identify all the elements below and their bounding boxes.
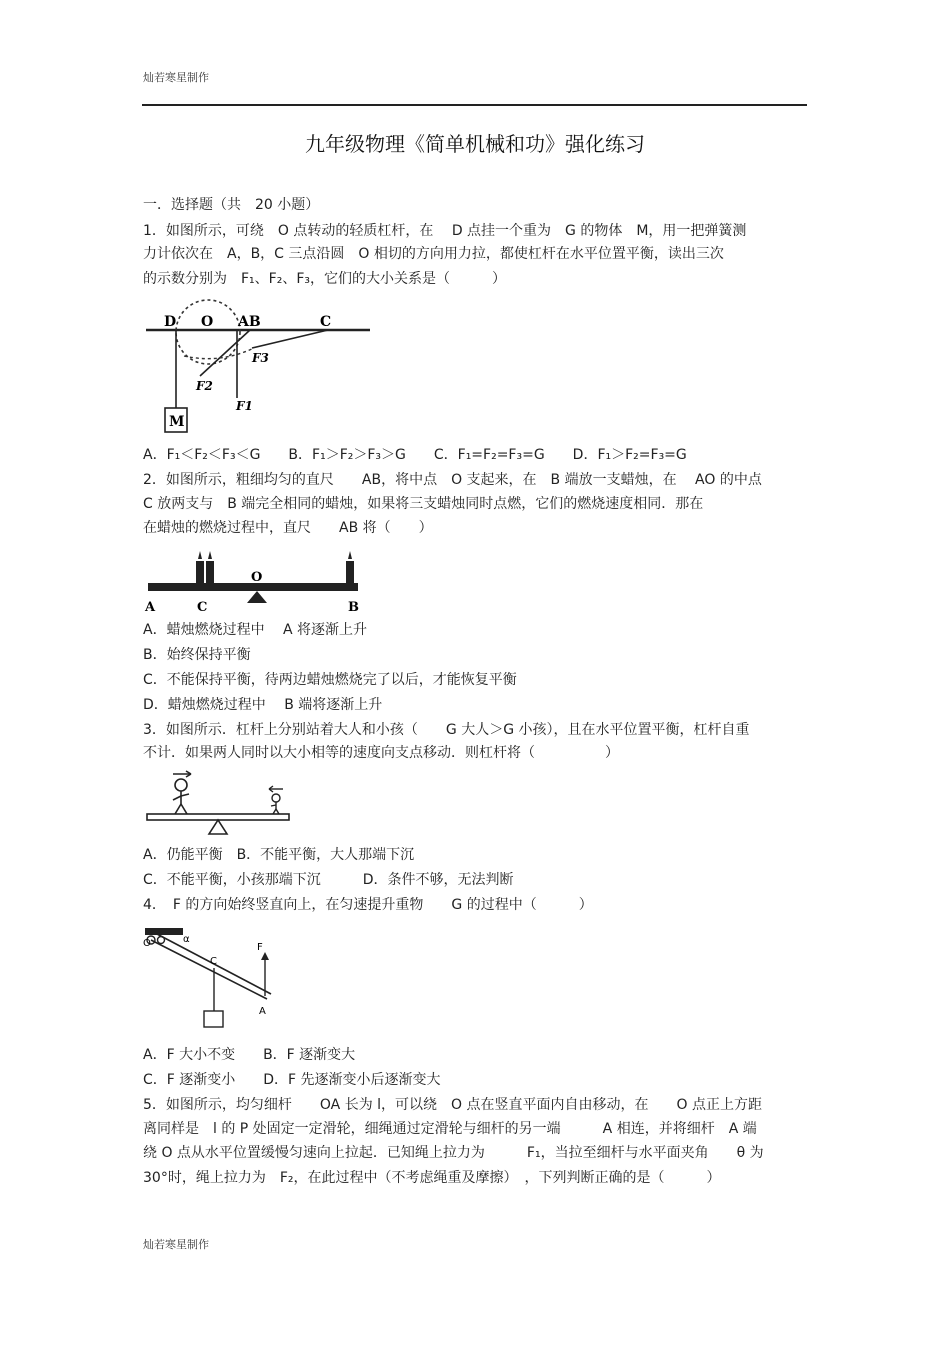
q1-lever-figure xyxy=(140,298,380,440)
q3-options-1: A．仍能平衡 B．不能平衡，大人那端下沉 xyxy=(143,847,415,863)
q1-dashed-tangent xyxy=(184,348,254,359)
q2-candle-b xyxy=(346,561,354,583)
q1-f2-line xyxy=(200,330,250,376)
q2-flame-b xyxy=(348,551,352,559)
q1-label-f3: F3 xyxy=(252,351,269,365)
q2-label-b: B xyxy=(348,600,359,615)
q2-line-2: C 放两支与 B 端完全相同的蜡烛，如果将三支蜡烛同时点燃，它们的燃烧速度相同．那在 xyxy=(143,496,704,512)
q1-dashed-circle xyxy=(176,300,240,364)
q4-line-1: 4． F 的方向始终竖直向上，在匀速提升重物 G 的过程中（ ） xyxy=(143,897,593,913)
q2-line-1: 2．如图所示，粗细均匀的直尺 AB，将中点 O 支起来，在 B 端放一支蜡烛，在 AO 的中点 xyxy=(143,472,762,488)
q3-line-1: 3．如图所示．杠杆上分别站着大人和小孩（ G 大人＞G 小孩），且在水平位置平衡，杠杆自重 xyxy=(143,722,750,738)
q3-seesaw-figure xyxy=(143,768,293,838)
page-title: 九年级物理《简单机械和功》强化练习 xyxy=(305,132,645,156)
q1-label-ab: AB xyxy=(238,314,261,330)
q4-label-f: F xyxy=(257,942,263,953)
q4-options-1: A．F 大小不变 B．F 逐渐变大 xyxy=(143,1047,356,1063)
q2-line-3: 在蜡烛的燃烧过程中，直尺 AB 将（ ） xyxy=(143,520,433,536)
q5-line-2: 离同样是 l 的 P 处固定一定滑轮，细绳通过定滑轮与细杆的另一端 A 相连，并将细杆 A 端 xyxy=(143,1121,757,1137)
q2-label-o: O xyxy=(251,570,263,585)
q1-label-f2: F2 xyxy=(196,379,213,393)
header-rule xyxy=(142,104,807,106)
q2-option-a: A．蜡烛燃烧过程中 A 将逐渐上升 xyxy=(143,622,368,638)
q2-label-a: A xyxy=(145,600,156,615)
q4-ceiling-mount xyxy=(145,928,183,935)
page-header: 灿若寒星制作 xyxy=(143,71,209,84)
q5-line-3: 绕 O 点从水平位置缓慢匀速向上拉起．已知绳上拉力为 F₁，当拉至细杆与水平面夹角 θ 为 xyxy=(143,1145,764,1161)
q5-line-4: 30°时，绳上拉力为 F₂，在此过程中（不考虑绳重及摩擦） ，下列判断正确的是（ ） xyxy=(143,1170,721,1186)
q2-option-b: B．始终保持平衡 xyxy=(143,647,251,663)
q1-label-c: C xyxy=(320,314,332,330)
q3-fulcrum xyxy=(209,820,227,834)
q3-child-figure xyxy=(269,786,283,814)
q1-label-f1: F1 xyxy=(236,399,253,413)
q3-line-2: 不计．如果两人同时以大小相等的速度向支点移动．则杠杆将（ ） xyxy=(143,745,619,761)
q2-candle-c1 xyxy=(196,561,204,583)
q4-options-2: C．F 逐渐变小 D．F 先逐渐变小后逐渐变大 xyxy=(143,1072,441,1088)
q4-weight-box xyxy=(204,1011,223,1027)
q1-options: A．F₁＜F₂＜F₃＜G B．F₁＞F₂＞F₃＞G C．F₁=F₂=F₃=G D．F₁＞F₂=F₃=G xyxy=(143,447,687,463)
q3-adult-figure xyxy=(173,771,191,814)
page-footer: 灿若寒星制作 xyxy=(143,1238,209,1251)
q2-option-c: C．不能保持平衡，待两边蜡烛燃烧完了以后，才能恢复平衡 xyxy=(143,672,517,688)
q2-candle-c2 xyxy=(206,561,214,583)
q1-line-1: 1．如图所示，可绕 O 点转动的轻质杠杆，在 D 点挂一个重为 G 的物体 M，用一把弹簧测 xyxy=(143,223,747,239)
section-heading: 一．选择题（共 20 小题） xyxy=(143,197,320,213)
q2-option-d: D．蜡烛燃烧过程中 B 端将逐渐上升 xyxy=(143,697,383,713)
q4-label-a: A xyxy=(259,1006,266,1017)
q3-options-2: C．不能平衡，小孩那端下沉 D．条件不够，无法判断 xyxy=(143,872,514,888)
q2-flame-c1 xyxy=(198,551,202,559)
q1-label-d: D xyxy=(164,314,177,330)
q1-f3-line xyxy=(252,330,328,348)
q1-label-m: M xyxy=(169,414,185,430)
q2-pivot xyxy=(247,591,267,603)
q2-flame-c2 xyxy=(208,551,212,559)
q4-rod-1 xyxy=(151,940,267,999)
q1-label-o: O xyxy=(201,314,214,330)
q2-ruler-figure xyxy=(143,543,365,615)
q4-lever-figure xyxy=(141,924,276,1032)
q1-line-2: 力计依次在 A，B，C 三点沿圆 O 相切的方向用力拉，都使杠杆在水平位置平衡，读出三次 xyxy=(143,246,724,262)
q4-force-arrow xyxy=(261,952,269,960)
q5-line-1: 5．如图所示，均匀细杆 OA 长为 l，可以绕 O 点在竖直平面内自由移动，在 O 点正上方距 xyxy=(143,1097,762,1113)
q2-label-c: C xyxy=(197,600,208,615)
q1-line-3: 的示数分别为 F₁、F₂、F₃，它们的大小关系是（ ） xyxy=(143,271,506,287)
q4-label-o: O xyxy=(143,938,151,949)
q4-label-alpha: α xyxy=(183,934,190,945)
q4-label-c: C xyxy=(210,956,217,967)
